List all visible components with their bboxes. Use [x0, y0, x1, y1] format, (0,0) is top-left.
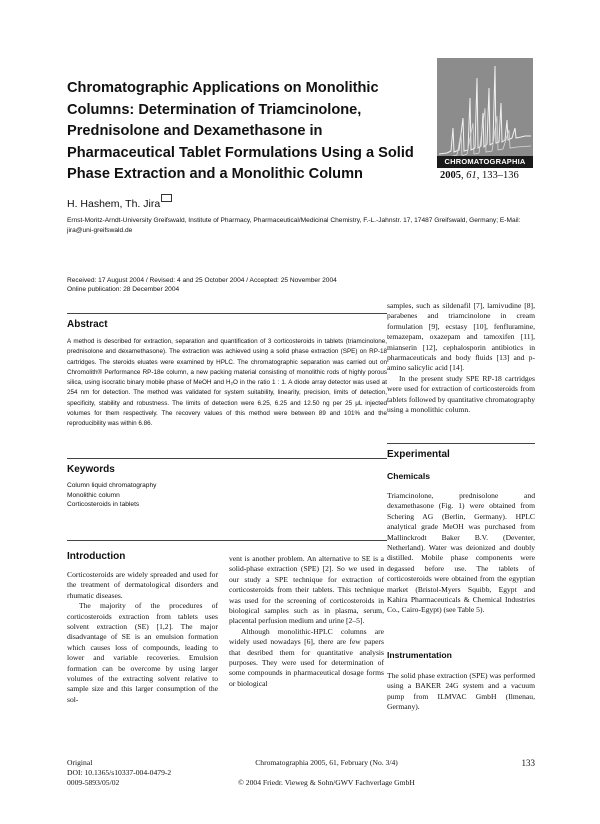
introduction-paragraph: vent is another problem. An alternative to SE is a solid-phase extraction (SPE) [2]. So we used in our study a SPE technique for extraction of corticosteroids from their tablets. This technique was used for the screening of corticosteroids in biological samples such as in plasma, serum, placental perfusion medium and urine [2–5].	[229, 554, 384, 626]
journal-logo: CHROMATOGRAPHIA	[437, 156, 533, 168]
keywords-heading: Keywords	[67, 464, 115, 475]
publication-dates	[67, 276, 397, 294]
body-paragraph: In the present study SPE RP-18 cartridges were used for extraction of corticosteroids from tablets followed by quantitative chromatography using a monolithic column.	[387, 373, 535, 415]
divider	[67, 313, 387, 314]
footer-left	[67, 758, 171, 788]
footer-center	[219, 758, 434, 788]
chemicals-text: Triamcinolone, prednisolone and dexamethasone (Fig. 1) were obtained from Schering AG (Berlin, Germany). HPLC analytical grade MeOH was purchased from Mallinckrodt Baker B.V. (Deventer, Netherland). Water was deionized and doubly distilled. Mobile phase components were degassed before use. The tablets of corticosteroids were obtained from the egyptian market (Bristol-Myers Squibb, Egypt and Kahira Pharmaceuticals & Chemical Industries Co., Cairo-Egypt) (see Table 5).	[387, 491, 535, 615]
introduction-paragraph: The majority of the procedures of corticosteroids extraction from tablets uses solvent extraction (SE) [1,2]. The major disadvantage of SE is an emulsion formation which causes loss of compounds, leading to lower and variable recoveries. Emulsion formation can be overcome by using larger volumes of the extracting solvent relative to sample size and this larger consumption of the sol-	[67, 601, 218, 704]
keyword-item: Corticosteroids in tablets	[67, 501, 140, 508]
affiliation: Ernst-Moritz-Arndt-University Greifswald, Institute of Pharmacy, Pharmaceutical/Medicinal Chemistry, F.-L.-Jahnstr. 17, 17487 Greifswald, Germany; E-Mail: jira@uni-greifswald.de	[67, 217, 521, 234]
body-paragraph: samples, such as sildenafil [7], lamivudine [8], parabenes and triamcinolone in cream formulation [9], ecstasy [10], fenfluramine, temazepam, oxazepam and tamoxifen [11], mianserin [12], cephalosporin antibiotics in pharmaceuticals and body fluids [13] and p-amino salicylic acid [14].	[387, 301, 535, 373]
authors	[67, 198, 172, 210]
introduction-paragraph: Corticosteroids are widely spreaded and used for the treatment of dermatological disorders and rhumatic diseases.	[67, 570, 218, 600]
divider	[67, 540, 387, 541]
citation: 2005, 61, 133–136	[440, 170, 519, 181]
chemicals-heading: Chemicals	[387, 471, 430, 481]
introduction-column-2	[229, 554, 384, 689]
introduction-heading: Introduction	[67, 551, 126, 562]
abstract-heading: Abstract	[67, 319, 108, 330]
keyword-item: Monolithic column	[67, 491, 120, 499]
received-dates: Received: 17 August 2004 / Revised: 4 and 25 October 2004 / Accepted: 25 November 2004	[67, 277, 337, 284]
instrumentation-heading: Instrumentation	[387, 650, 452, 660]
introduction-paragraph: Although monolithic-HPLC columns are widely used nowadays [6], there are few papers that desribed them for quantitative analysis purposes. They were used for determination of some compounds in pharmaceutical dosage forms or biological	[229, 626, 384, 688]
author-names: H. Hashem, Th. Jira	[67, 198, 161, 210]
online-date: Online publication: 28 December 2004	[67, 286, 180, 293]
instrumentation-text: The solid phase extraction (SPE) was performed using a BAKER 24G system and a vacuum pump from ILMVAC GmbH (Ilmenau, Germany).	[387, 671, 535, 712]
divider	[67, 458, 387, 459]
introduction-column-1	[67, 570, 218, 705]
citation-pages: , 133–136	[476, 170, 519, 181]
article-title: Chromatographic Applications on Monolithic Columns: Determination of Triamcinolone, Prednisolone and Dexamethasone in Pharmaceutical Tablet Formulations Using a Solid Phase Extraction and a Monolithic Column	[67, 80, 414, 182]
abstract-text: A method is described for extraction, separation and quantification of 3 corticosteroids in tablets (triamcinolone, prednisolone and dexamethasone). The extraction was achieved using a solid phase extraction (SPE) on RP-18 cartridges. The steroids eluates were examined by HPLC. The chromatographic separation was carried out on Chromolith® Performance RP-18e column, a new packing material consisting of monolithic rods of highly porous silica, using isocratic binary mobile phase of MeOH and H₂O in the ratio 1 : 1. A diode array detector was used at 254 nm for detection. The method was validated for system suitability, linearity, precision, limits of detection, specificity, stability and robustness. The limits of detection were 6.25, 6.25 and 12.50 ng per 25 μL injected volumes for them respectively. The recovery values of this method were between 89 and 101% and the reproducibility was within 6.86.	[67, 338, 387, 428]
chromatogram-graphic	[437, 58, 533, 166]
issn: 0009-5893/05/02	[67, 778, 120, 787]
envelope-icon	[161, 194, 172, 202]
right-column-top	[387, 301, 535, 415]
page-number: 133	[521, 758, 535, 768]
journal-line: Chromatographia 2005, 61, February (No. 3/4)	[255, 758, 398, 767]
article-type: Original	[67, 758, 93, 767]
citation-volume: 61	[466, 170, 477, 181]
journal-cover-image	[437, 58, 533, 166]
divider	[387, 443, 535, 444]
keyword-item: Column liquid chromatography	[67, 482, 157, 489]
copyright: © 2004 Friedr. Vieweg & Sohn/GWV Fachverlage GmbH	[238, 778, 415, 787]
experimental-heading: Experimental	[387, 449, 450, 460]
citation-year: 2005	[440, 170, 461, 181]
doi: DOI: 10.1365/s10337-004-0479-2	[67, 768, 172, 777]
keywords-list	[67, 481, 267, 510]
